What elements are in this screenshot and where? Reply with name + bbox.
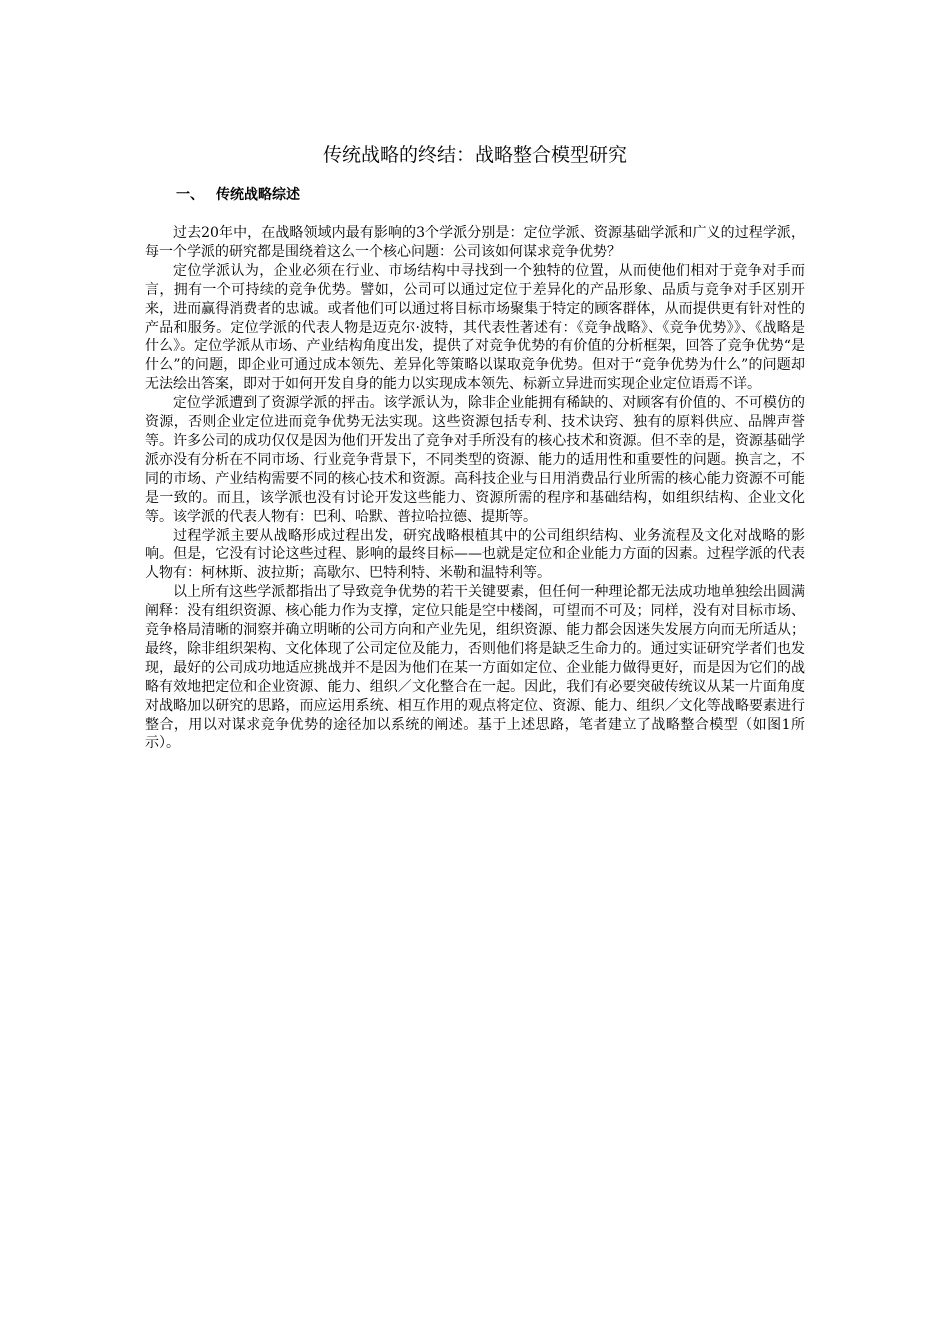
section-number: 一、 bbox=[176, 187, 204, 203]
section-title: 传统战略综述 bbox=[216, 187, 300, 203]
paragraph: 定位学派认为，企业必须在行业、市场结构中寻找到一个独特的位置，从而使他们相对于竞争对手而言，拥有一个可持续的竞争优势。譬如，公司可以通过定位于差异化的产品形象、品质与竞争对手区别开来，进而赢得消费者的忠诚。或者他们可以通过将目标市场聚集于特定的顾客群体，从而提供更有针对性的产品和服务。定位学派的代表人物是迈克尔·波特，其代表性著述有：《竞争战略》、《竞争优势》》、《战略是什么》。定位学派从市场、产业结构角度出发，提供了对竞争优势的有价值的分析框架，回答了竞争优势“是什么”的问题，即企业可通过成本领先、差异化等策略以谋取竞争优势。但对于“竞争优势为什么”的问题却无法绘出答案，即对于如何开发自身的能力以实现成本领先、标新立异进而实现企业定位语焉不详。 bbox=[145, 262, 805, 393]
paragraph: 以上所有这些学派都指出了导致竞争优势的若干关键要素，但任何一种理论都无法成功地单独绘出圆满阐释：没有组织资源、核心能力作为支撑，定位只能是空中楼阁，可望而不可及；同样，没有对目标市场、竞争格局清晰的洞察并确立明晰的公司方向和产业先见，组织资源、能力都会因迷失发展方向而无所适从；最终，除非组织架构、文化体现了公司定位及能力，否则他们将是缺乏生命力的。通过实证研究学者们也发现，最好的公司成功地适应挑战并不是因为他们在某一方面如定位、企业能力做得更好，而是因为它们的战略有效地把定位和企业资源、能力、组织／文化整合在一起。因此，我们有必要突破传统议从某一片面角度对战略加以研究的思路，而应运用系统、相互作用的观点将定位、资源、能力、组织／文化等战略要素进行整合，用以对谋求竞争优势的途径加以系统的阐述。基于上述思路，笔者建立了战略整合模型（如图1所示）。 bbox=[145, 584, 805, 752]
section-heading bbox=[176, 184, 300, 204]
body-text bbox=[145, 224, 805, 753]
paragraph: 过程学派主要从战略形成过程出发，研究战略根植其中的公司组织结构、业务流程及文化对战略的影响。但是，它没有讨论这些过程、影响的最终目标——也就是定位和企业能力方面的因素。过程学派的代表人物有：柯林斯、波拉斯；高歇尔、巴特利特、米勒和温特利等。 bbox=[145, 527, 805, 582]
document-title: 传统战略的终结：战略整合模型研究 bbox=[322, 144, 627, 166]
paragraph: 定位学派遭到了资源学派的抨击。该学派认为，除非企业能拥有稀缺的、对顾客有价值的、不可模仿的资源，否则企业定位进而竞争优势无法实现。这些资源包括专利、技术诀窍、独有的原料供应、品牌声誉等。许多公司的成功仅仅是因为他们开发出了竞争对手所没有的核心技术和资源。但不幸的是，资源基础学派亦没有分析在不同市场、行业竞争背景下，不同类型的资源、能力的适用性和重要性的问题。换言之，不同的市场、产业结构需要不同的核心技术和资源。高科技企业与日用消费品行业所需的核心能力资源不可能是一致的。而且，该学派也没有讨论开发这些能力、资源所需的程序和基础结构，如组织结构、企业文化等。该学派的代表人物有：巴利、哈默、普拉哈拉德、提斯等。 bbox=[145, 395, 805, 525]
paragraph: 过去20年中，在战略领域内最有影响的3个学派分别是：定位学派、资源基础学派和广义的过程学派，每一个学派的研究都是围绕着这么一个核心问题：公司该如何谋求竞争优势？ bbox=[145, 225, 805, 260]
